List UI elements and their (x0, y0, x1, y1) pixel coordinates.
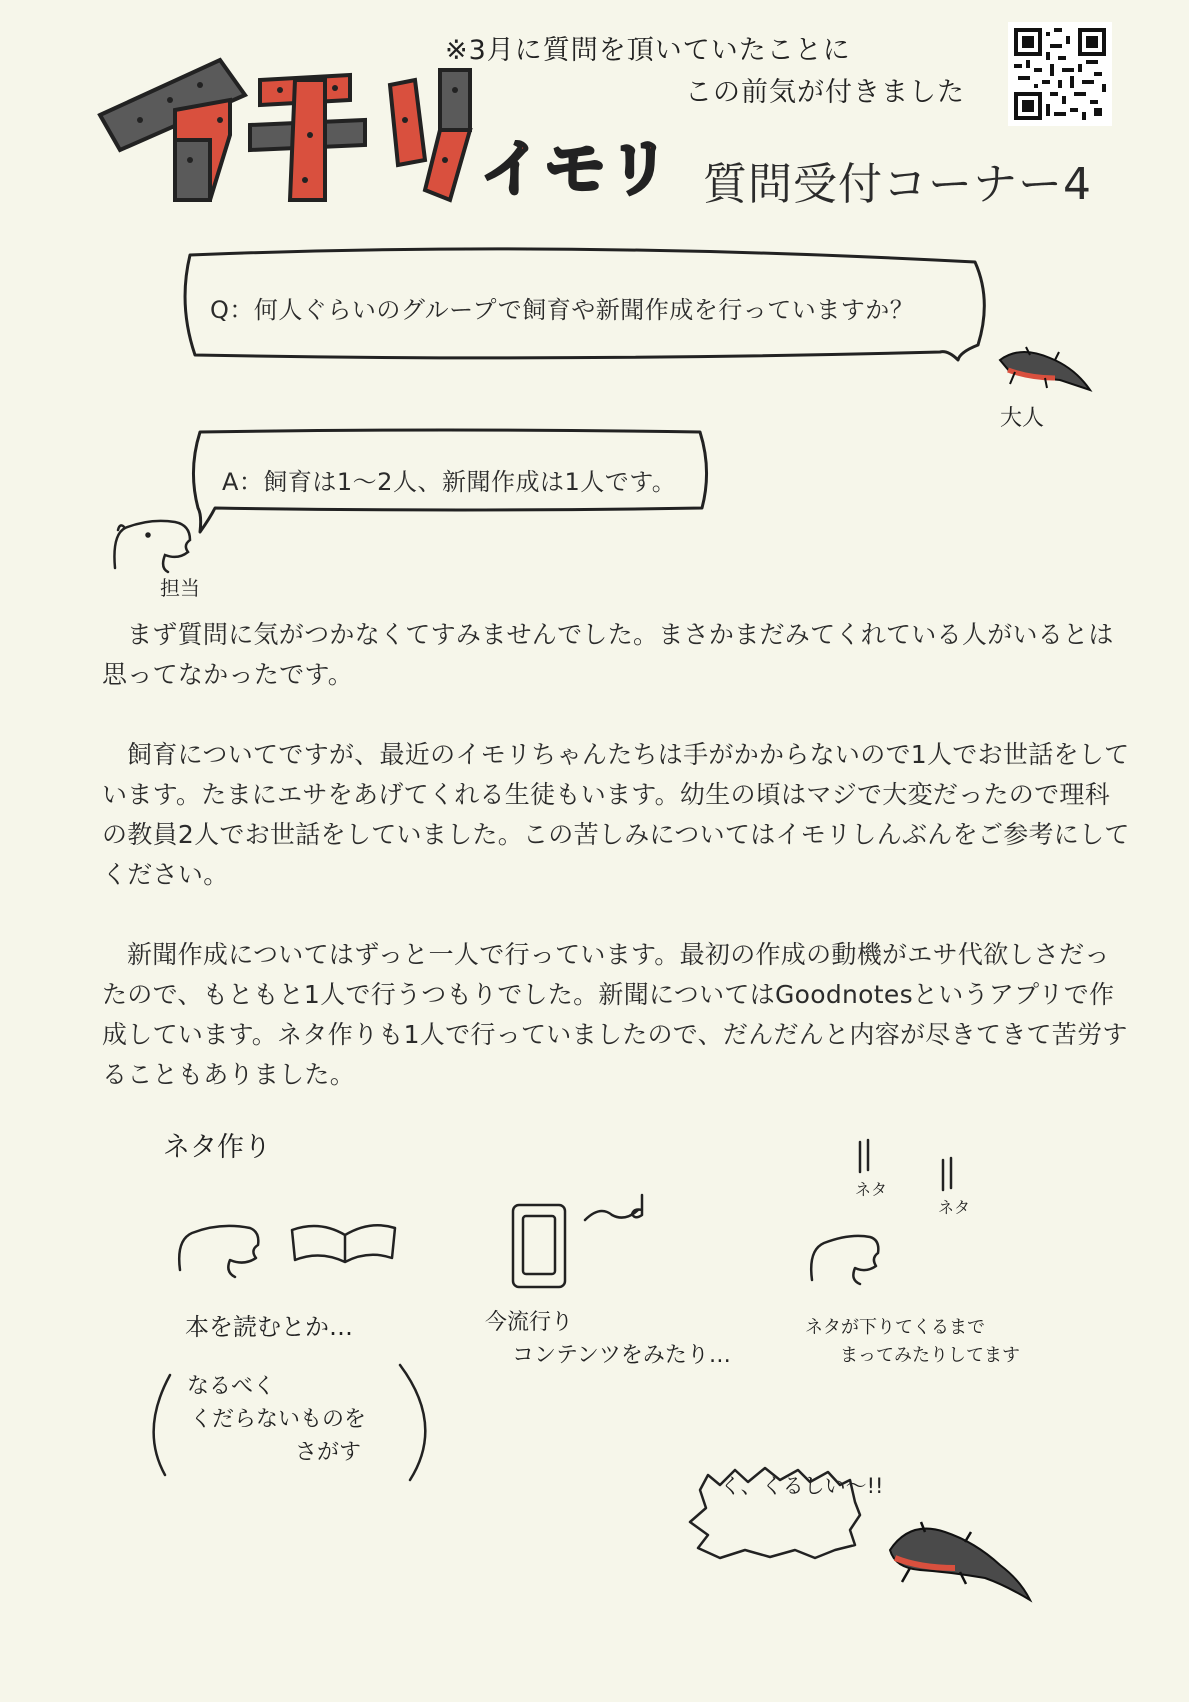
note-line-2: この前気が付きました (685, 77, 965, 108)
neta-label: ネタ (855, 1180, 888, 1199)
book-caption: 本を読むとか… (185, 1313, 353, 1341)
teacher-icon (114, 521, 190, 572)
capybara-waiting-icon (811, 1236, 878, 1284)
note-line-1: ※3月に質問を頂いていたことに (445, 35, 851, 66)
question-speaker: 大人 (1000, 406, 1045, 431)
answer-speaker: 担当 (160, 576, 200, 600)
trend-caption-line-2: コンテンツをみたり… (512, 1343, 731, 1368)
right-paren (400, 1365, 425, 1480)
newt-icon (890, 1522, 1030, 1600)
neta-mark (860, 1140, 868, 1172)
book-note-line-2: くだらないものを (190, 1407, 367, 1432)
left-paren (154, 1375, 170, 1475)
body-paragraph: 新聞作成についてはずっと一人で行っています。最初の作成の動機がエサ代欲しさだったので、もともと1人で行うつもりでした。新聞についてはGoodnotesというアプリで作成しています。ネタ作りも1人で行っていましたので、だんだんと内容が尽きてきて苦労することもありました。 (102, 940, 1128, 1089)
kurushii-text: く、くるしい〜!! (720, 1474, 884, 1498)
capybara-icon (179, 1226, 258, 1277)
body-paragraph: まず質問に気がつかなくてすみませんでした。まさかまだみてくれている人がいるとは思ってなかったです。 (102, 620, 1114, 689)
article-body (102, 615, 1132, 1135)
logo-text: イモリ (480, 132, 673, 205)
music-note-icon (585, 1195, 642, 1220)
neta-mark (943, 1158, 951, 1190)
newt-adult-icon (1000, 347, 1090, 390)
illustration-layer (0, 1110, 1189, 1670)
trend-caption-line-1: 今流行り (485, 1310, 574, 1335)
neta-label: ネタ (938, 1198, 971, 1217)
wait-caption-line-1: ネタが下りてくるまで (805, 1317, 985, 1338)
answer-text: A：飼育は1〜2人、新聞作成は1人です。 (222, 468, 677, 496)
question-text: Q：何人ぐらいのグループで飼育や新聞作成を行っていますか？ (210, 296, 915, 324)
section-title: 質問受付コーナー4 (703, 159, 1092, 210)
book-note-line-3: さがす (295, 1440, 362, 1465)
illustration-heading: ネタ作り (163, 1132, 271, 1163)
open-book-icon (292, 1225, 395, 1262)
body-paragraph: 飼育についてですが、最近のイモリちゃんたちは手がかからないので1人でお世話をしています。たまにエサをあげてくれる生徒もいます。幼生の頃はマジで大変だったので理科の教員2人でお世話をしていました。この苦しみについてはイモリしんぶんをご参考にしてください。 (102, 740, 1130, 889)
wait-caption-line-2: まってみたりしてます (840, 1345, 1020, 1366)
book-note-line-1: なるべく (187, 1374, 276, 1399)
